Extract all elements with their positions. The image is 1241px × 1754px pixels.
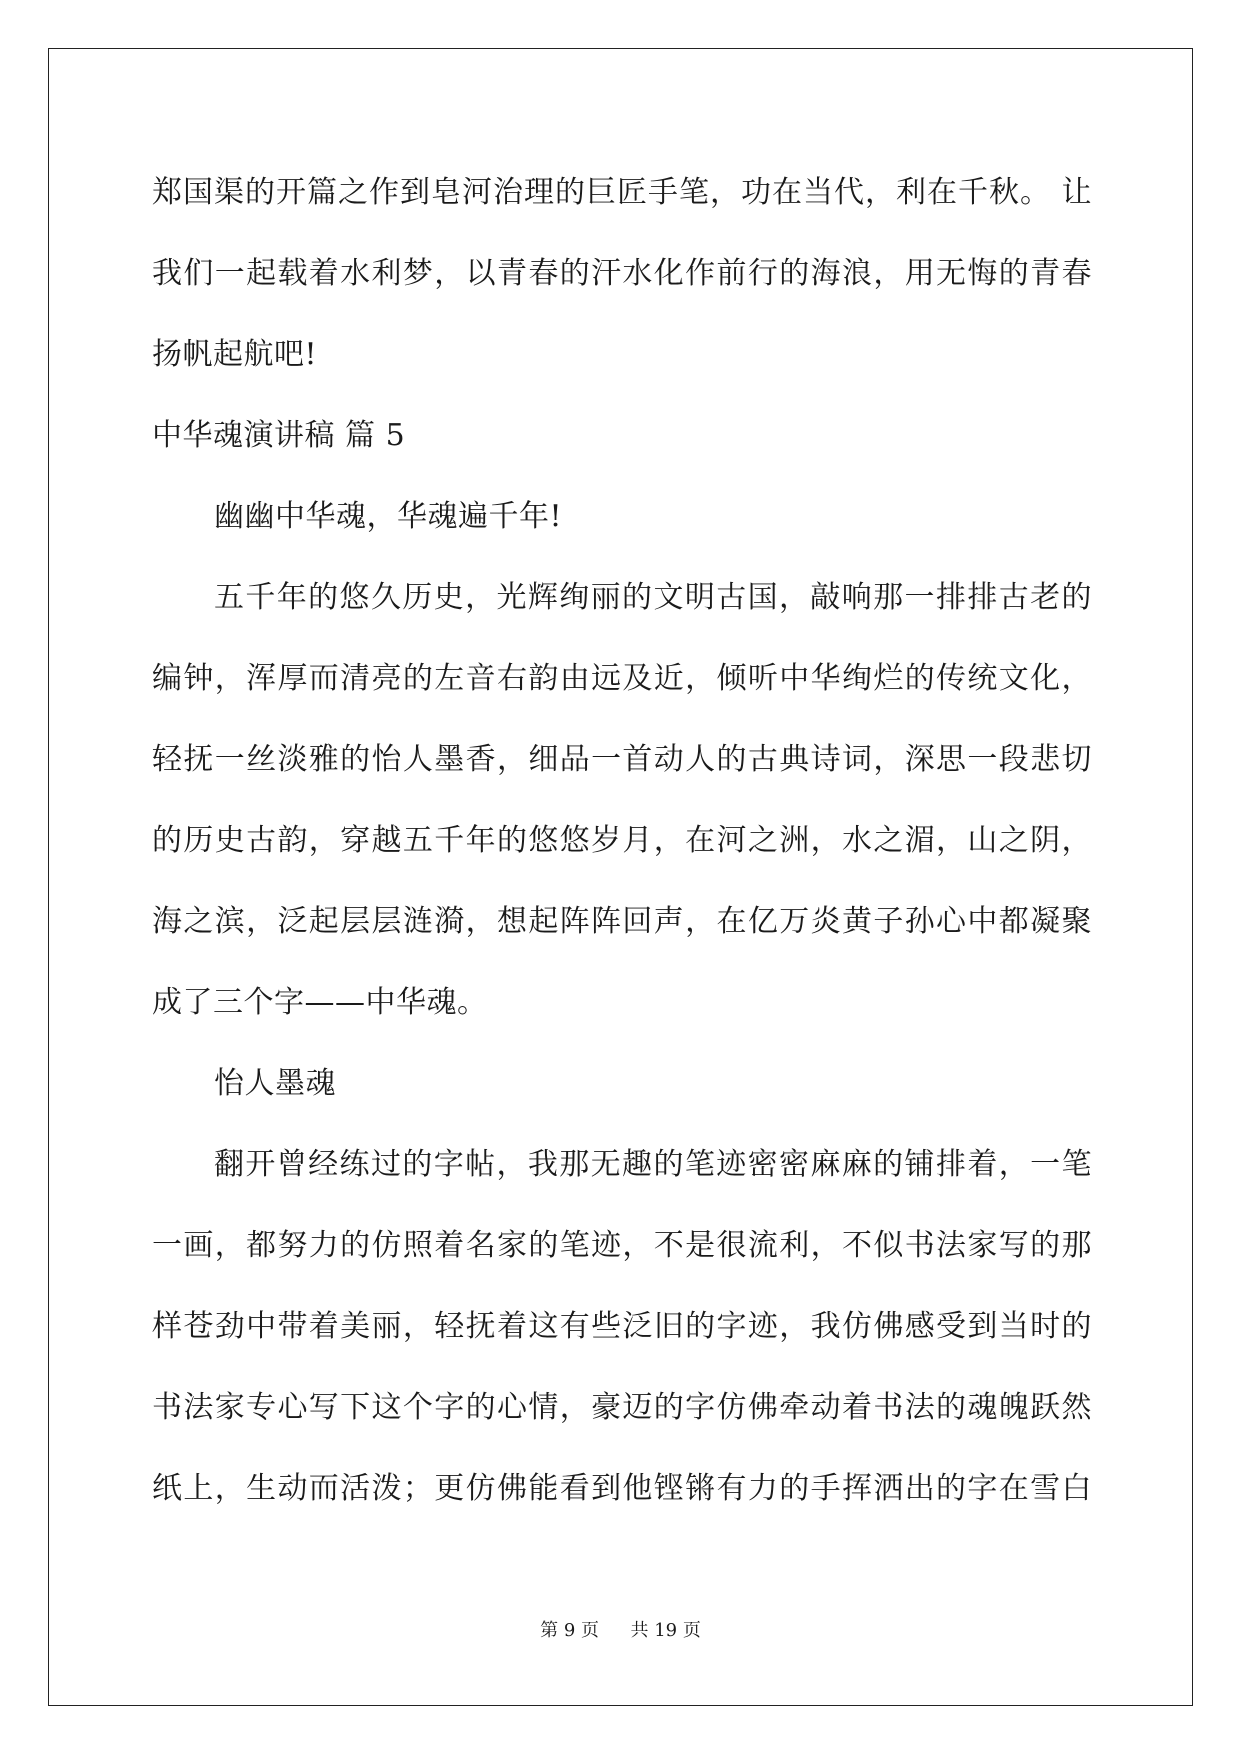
text-line: 海之滨，泛起层层涟漪，想起阵阵回声，在亿万炎黄子孙心中都凝聚 bbox=[152, 904, 1092, 939]
text-line: 轻抚一丝淡雅的怡人墨香，细品一首动人的古典诗词，深思一段悲切 bbox=[152, 742, 1092, 777]
subheading: 怡人墨魂 bbox=[214, 1066, 336, 1101]
paragraph-first-line: 幽幽中华魂，华魂遍千年! bbox=[214, 499, 563, 534]
document-body bbox=[152, 152, 1092, 1529]
page-footer bbox=[0, 1616, 1241, 1642]
text-line: 成了三个字——中华魂。 bbox=[152, 985, 488, 1020]
page-number: 第 9 页 bbox=[540, 1620, 600, 1641]
section-heading: 中华魂演讲稿 篇 5 bbox=[152, 418, 406, 453]
text-line: 我们一起载着水利梦，以青春的汗水化作前行的海浪，用无悔的青春 bbox=[152, 256, 1092, 291]
text-line: 的历史古韵，穿越五千年的悠悠岁月，在河之洲，水之湄，山之阴， bbox=[152, 823, 1092, 858]
text-line: 一画，都努力的仿照着名家的笔迹，不是很流利，不似书法家写的那 bbox=[152, 1228, 1092, 1263]
paragraph-first-line: 五千年的悠久历史，光辉绚丽的文明古国，敲响那一排排古老的 bbox=[214, 580, 1092, 615]
text-line: 纸上，生动而活泼；更仿佛能看到他铿锵有力的手挥洒出的字在雪白 bbox=[152, 1471, 1092, 1506]
text-line: 编钟，浑厚而清亮的左音右韵由远及近，倾听中华绚烂的传统文化， bbox=[152, 661, 1092, 696]
paragraph-first-line: 翻开曾经练过的字帖，我那无趣的笔迹密密麻麻的铺排着，一笔 bbox=[214, 1147, 1092, 1182]
text-line: 书法家专心写下这个字的心情，豪迈的字仿佛牵动着书法的魂魄跃然 bbox=[152, 1390, 1092, 1425]
text-line: 样苍劲中带着美丽，轻抚着这有些泛旧的字迹，我仿佛感受到当时的 bbox=[152, 1309, 1092, 1344]
page-total: 共 19 页 bbox=[630, 1620, 701, 1641]
text-line: 扬帆起航吧! bbox=[152, 337, 318, 372]
text-line: 郑国渠的开篇之作到皂河治理的巨匠手笔，功在当代，利在千秋。 让 bbox=[152, 175, 1092, 210]
